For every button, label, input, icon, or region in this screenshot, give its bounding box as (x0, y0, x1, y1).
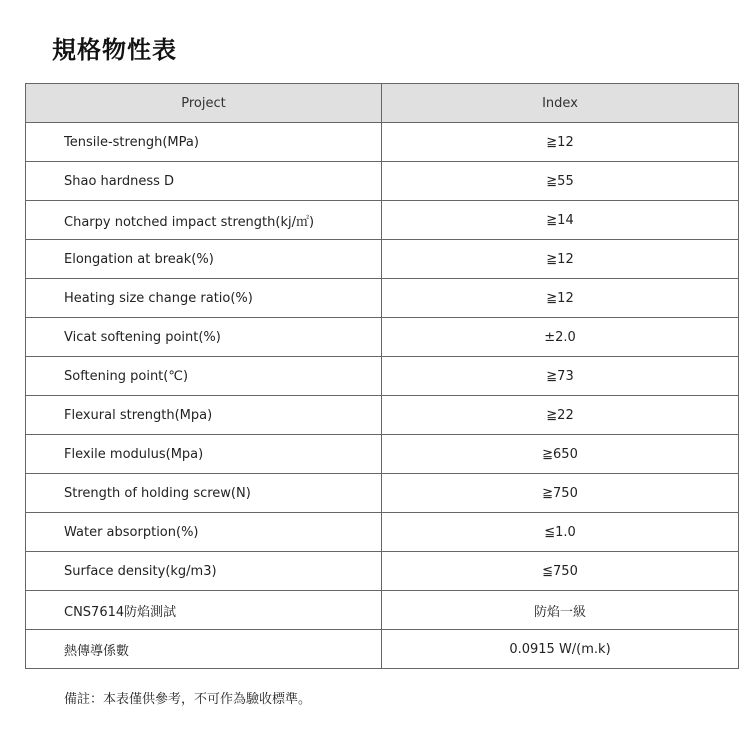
row-index-cell: ≧650 (382, 435, 739, 474)
row-project-cell: Heating size change ratio(%) (26, 279, 382, 318)
header-index: Index (382, 84, 739, 123)
row-index-cell: ≦750 (382, 552, 739, 591)
table-row (26, 357, 739, 396)
row-index-cell: ≧750 (382, 474, 739, 513)
row-project-cell: Charpy notched impact strength(kj/㎡) (26, 201, 382, 240)
table-row (26, 240, 739, 279)
row-project-cell: 熱傳導係數 (26, 630, 382, 669)
row-index-cell: ≦1.0 (382, 513, 739, 552)
row-index-cell: ≧14 (382, 201, 739, 240)
table-row (26, 513, 739, 552)
table-row (26, 162, 739, 201)
table-row (26, 396, 739, 435)
row-project-cell: Softening point(℃) (26, 357, 382, 396)
row-project-cell: Elongation at break(%) (26, 240, 382, 279)
header-project: Project (26, 84, 382, 123)
table-row (26, 552, 739, 591)
row-index-cell: ≧22 (382, 396, 739, 435)
row-index-cell: ≧12 (382, 279, 739, 318)
table-row (26, 279, 739, 318)
row-project-cell: Water absorption(%) (26, 513, 382, 552)
footnote: 備註：本表僅供參考，不可作為驗收標準。 (64, 692, 312, 707)
row-project-cell: Tensile-strengh(MPa) (26, 123, 382, 162)
table-row (26, 435, 739, 474)
table-header-row (26, 84, 739, 123)
table-row (26, 318, 739, 357)
table-row (26, 474, 739, 513)
row-project-cell: Surface density(kg/m3) (26, 552, 382, 591)
row-index-cell: ≧73 (382, 357, 739, 396)
row-index-cell: ≧55 (382, 162, 739, 201)
row-project-cell: CNS7614防焰測試 (26, 591, 382, 630)
row-index-cell: ≧12 (382, 123, 739, 162)
row-index-cell: 防焰一級 (382, 591, 739, 630)
row-index-cell: 0.0915 W/(m.k) (382, 630, 739, 669)
row-project-cell: Vicat softening point(%) (26, 318, 382, 357)
row-project-cell: Flexile modulus(Mpa) (26, 435, 382, 474)
table-row (26, 123, 739, 162)
table-row (26, 630, 739, 669)
row-index-cell: ±2.0 (382, 318, 739, 357)
row-project-cell: Strength of holding screw(N) (26, 474, 382, 513)
table-row (26, 201, 739, 240)
spec-table (25, 83, 739, 669)
page-title: 規格物性表 (52, 36, 177, 64)
row-index-cell: ≧12 (382, 240, 739, 279)
table-row (26, 591, 739, 630)
row-project-cell: Shao hardness D (26, 162, 382, 201)
row-project-cell: Flexural strength(Mpa) (26, 396, 382, 435)
